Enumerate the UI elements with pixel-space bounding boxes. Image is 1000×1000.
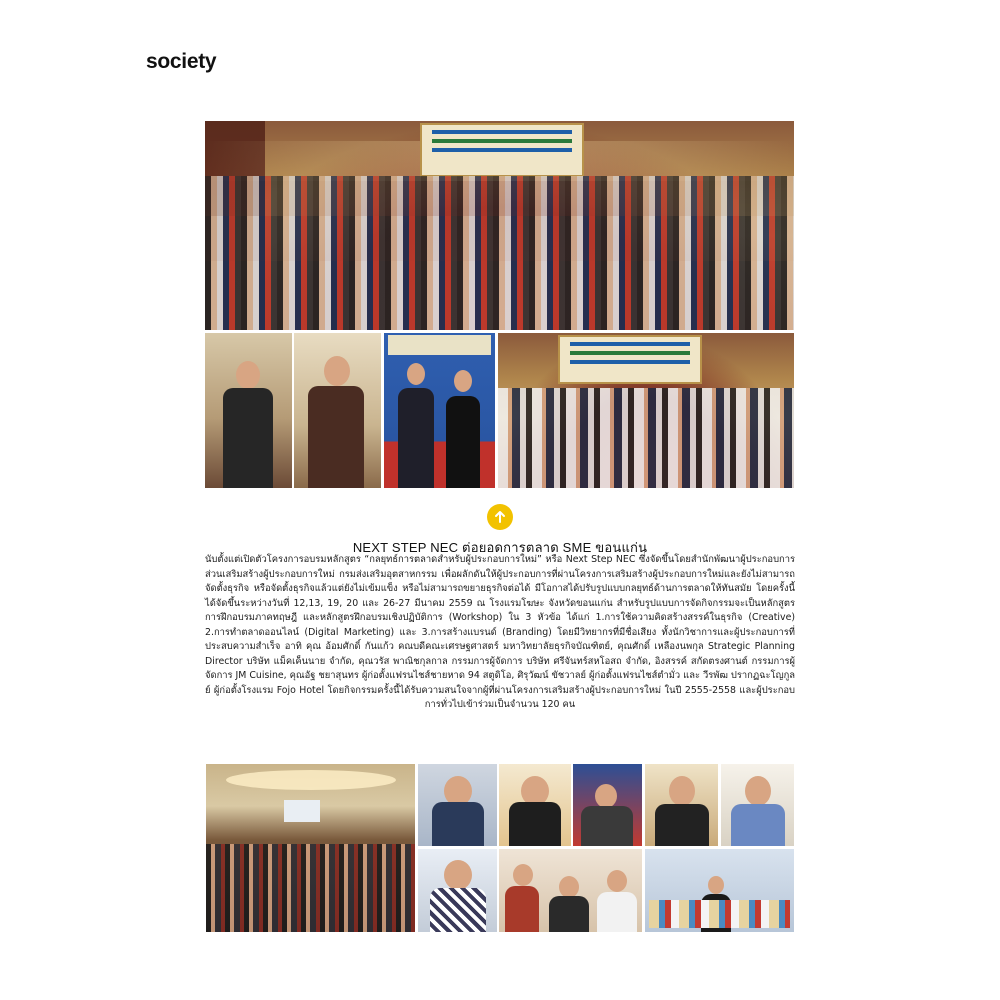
- article-headline: NEXT STEP NEC ต่อยอดการตลาด SME ขอนแก่น: [352, 540, 648, 555]
- speaker-photo: [294, 333, 381, 488]
- seminar-hall-photo: [206, 764, 415, 932]
- presenter-photo: [645, 764, 718, 846]
- arrow-up-icon[interactable]: [487, 504, 513, 530]
- presenter-photo: [499, 764, 571, 846]
- workshop-photo: [499, 849, 642, 932]
- presenter-photo: [418, 849, 497, 932]
- section-label: society: [146, 50, 217, 73]
- speaker-photo: [205, 333, 292, 488]
- handover-photo: [384, 333, 495, 488]
- article-body: นับตั้งแต่เปิดตัวโครงการอบรมหลักสูตร “กลยุทธ์การตลาดสำหรับผู้ประกอบการใหม่” หรือ Next Step NEC ซึ่งจัดขึ้นโดยสำนักพัฒนาผู้ประกอบการ ส่วนเสริมสร้างผู้ประกอบการใหม่ กรมส่งเสริมอุตสาหกรรม เพื่อผลักดันให้ผู้ประกอบการที่ผ่านโครงการเสริมสร้างผู้ประกอบการใหม่และยังไม่สามารถจัดตั้งธุรกิจ หรือจัดตั้งธุรกิจแล้วแต่ยังไม่เข้มแข็ง หรือไม่สามารถขยายธุรกิจต่อได้ มีโอกาสได้ปรับรูปแบบกลยุทธ์ด้านการตลาดให้ทันสมัย โดยครั้งนี้ได้จัดขึ้นระหว่างวันที่ 12,13, 19, 20 และ 26-27 มีนาคม 2559 ณ โรงแรมโฆษะ จังหวัดขอนแก่น สำหรับรูปแบบการจัดกิจกรรมจะเป็นหลักสูตรการฝึกอบรมภาคทฤษฎี และหลักสูตรฝึกอบรมเชิงปฏิบัติการ (Workshop) ใน 3 หัวข้อ ได้แก่ 1.การใช้ความคิดสร้างสรรค์ในธุรกิจ (Creative) 2.การทำตลาดออนไลน์ (Digital Marketing) และ 3.การสร้างแบรนด์ (Branding) โดยมีวิทยากรที่มีชื่อเสียง ทั้งนักวิชาการและผู้ประกอบการที่ประสบความสำเร็จ อาทิ คุณ อ้อมศักดิ์ กันแก้ว คณบดีคณะเศรษฐศาสตร์ มหาวิทยาลัยธุรกิจบัณฑิตย์, คุณศักดิ์ เหลืองนพกุล Strategic Planning Director บริษัท แม็คเค็นนาย จำกัด, คุณวรัส พาณิชกุลกาล กรรมการผู้จัดการ บริษัท ศรีจันทร์สหโอสถ จำกัด, อิงสรรค์ สกัดตรงศานต์ กรรมการผู้จัดการ JM Cuisine, คุณอัฐ ชยาสุนทร ผู้ก่อตั้งแฟรนไชส์ชายหาด 94 สตูดิโอ, ศิรุวัฒน์ ขัชวาลย์ ผู้ก่อตั้งแฟรนไชส์ตำมั่ว และ วีรพัฒ ปรากฏฉะโญกูลย์ ผู้ก่อตั้งโรงแรม Fojo Hotel โดยกิจกรรมครั้งนี้ได้รับความสนใจจากผู้ที่ผ่านโครงการเสริมสร้างผู้ประกอบการใหม่ ในปี 2555-2558 และผู้ประกอบการทั่วไปเข้าร่วมเป็นจำนวน 120 คน: [205, 554, 795, 710]
- product-display-photo: [645, 849, 794, 932]
- award-group-photo: [498, 333, 794, 488]
- presenter-photo: [721, 764, 794, 846]
- presenter-photo: [418, 764, 497, 846]
- presenter-photo: [573, 764, 642, 846]
- group-photo: [205, 121, 794, 330]
